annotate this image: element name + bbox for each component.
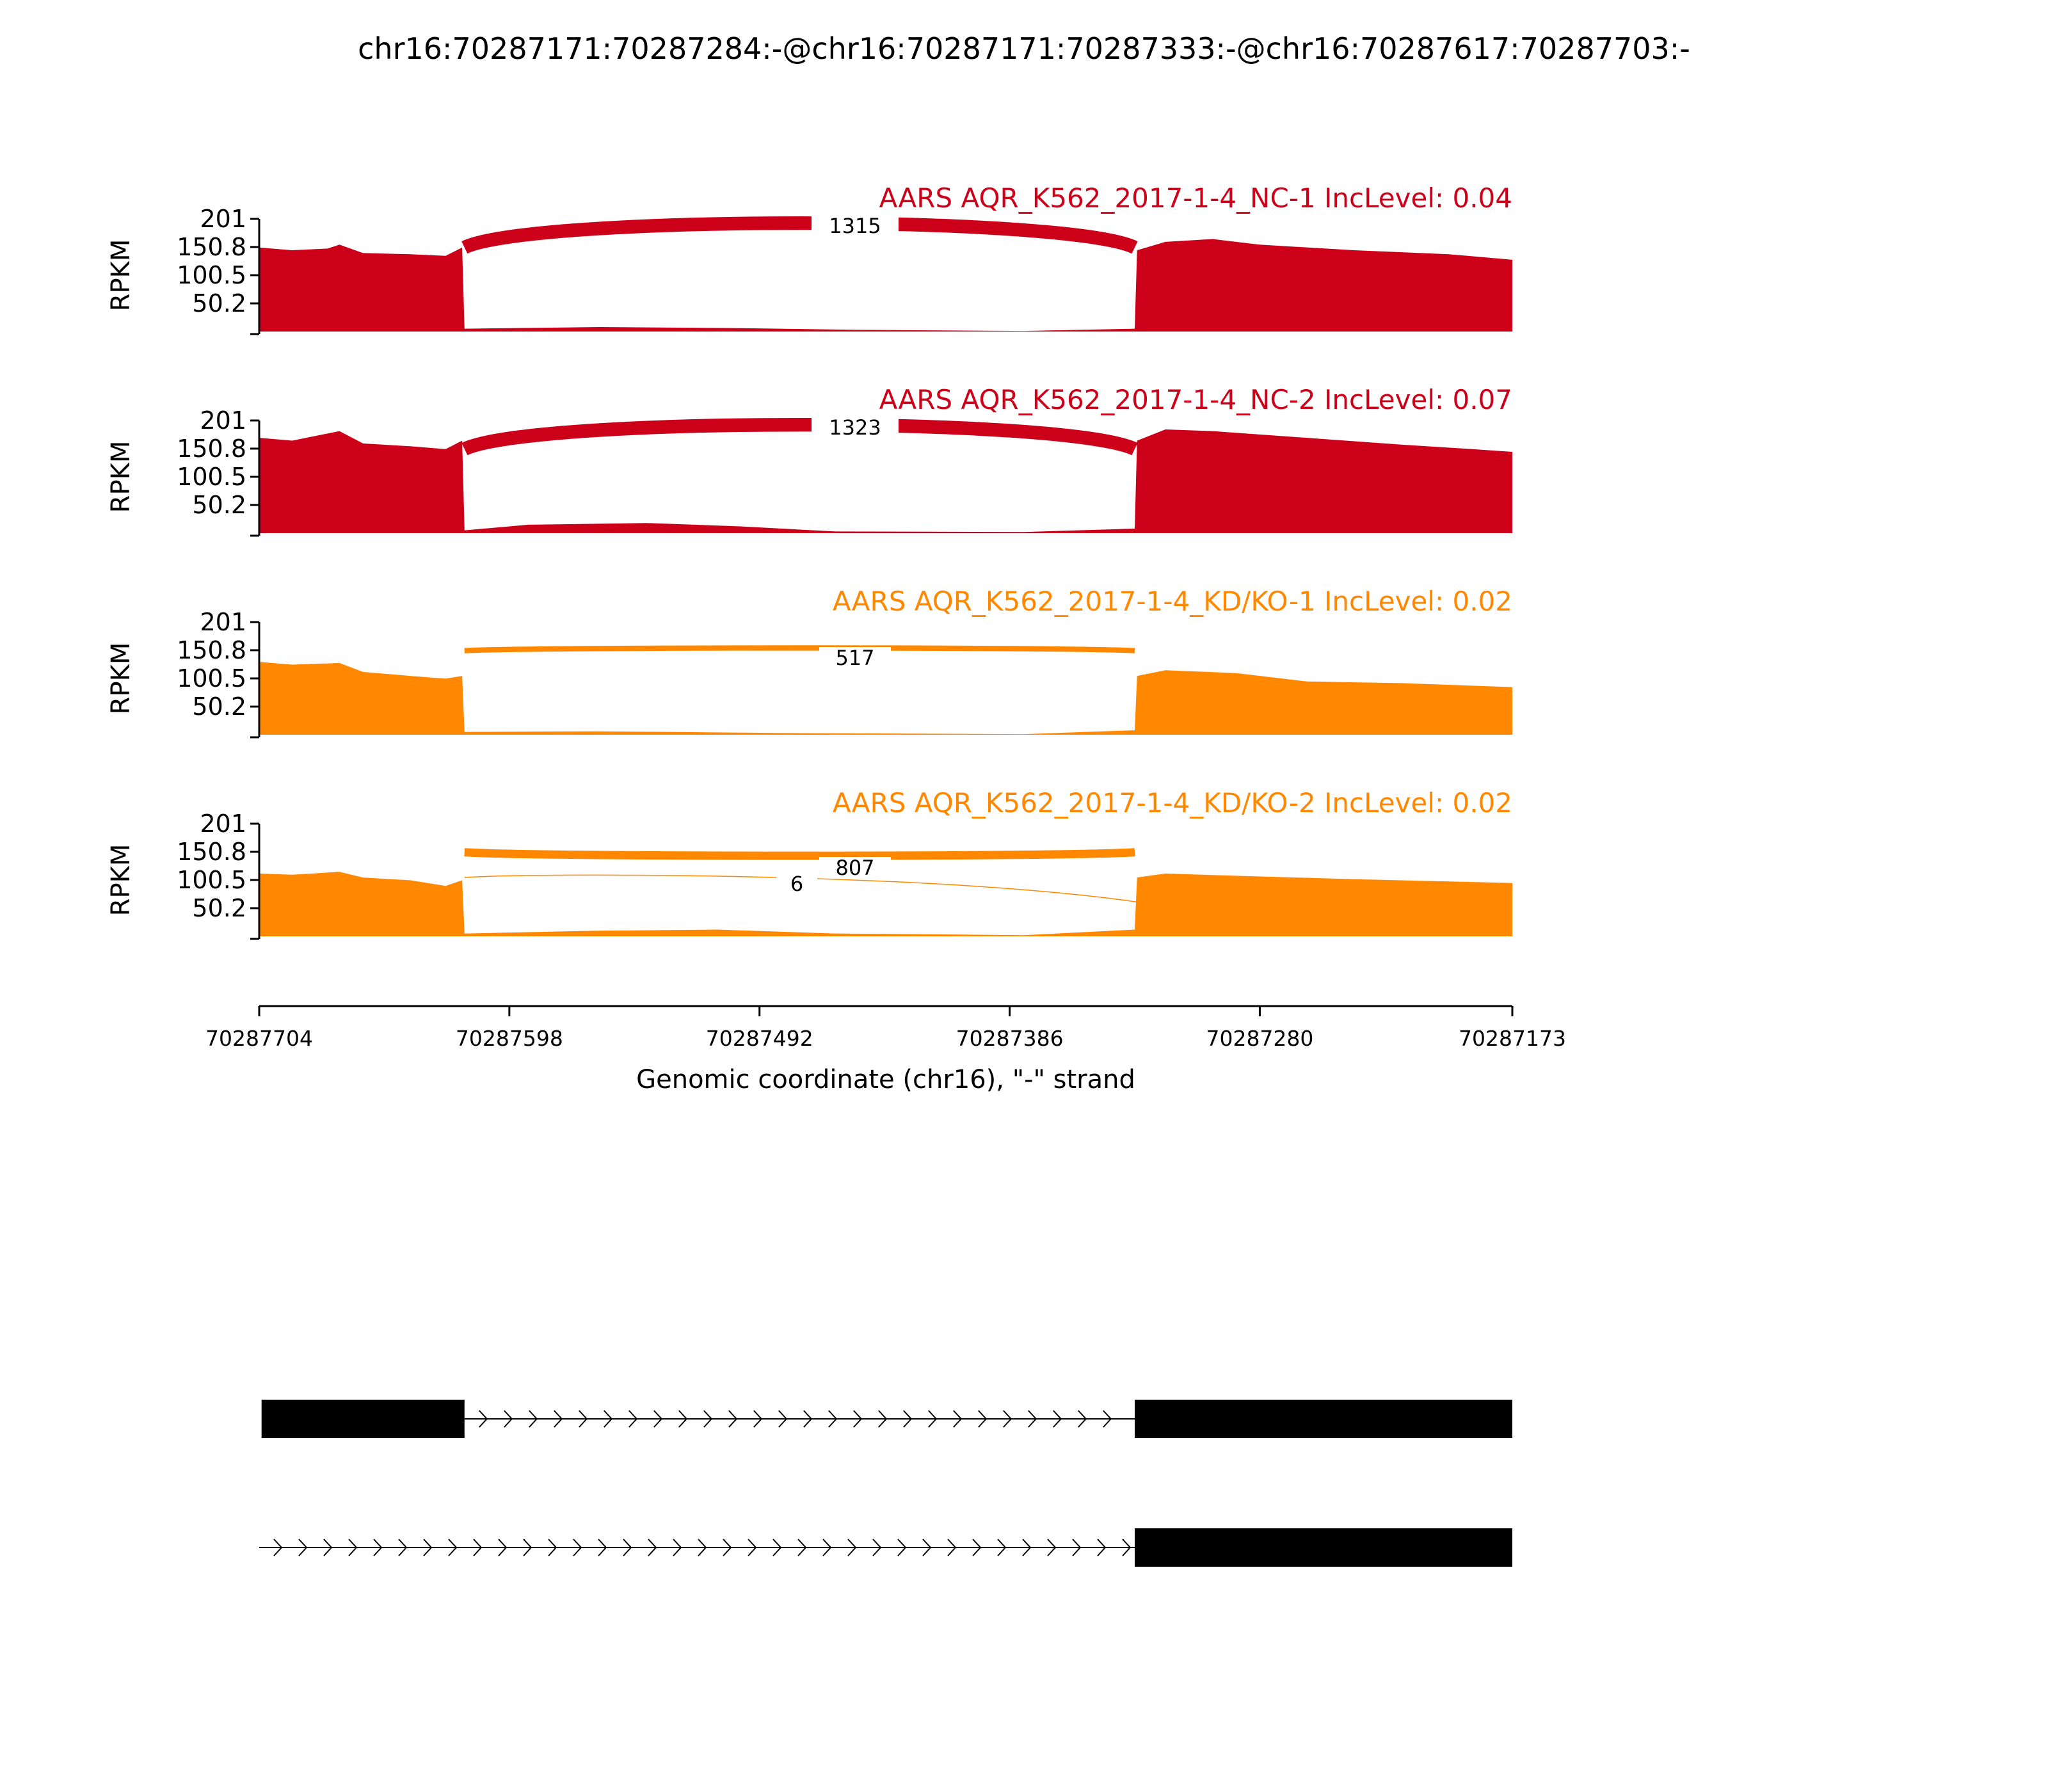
y-tick-label: 50.2 bbox=[192, 491, 246, 520]
coverage-area bbox=[259, 429, 1512, 533]
y-axis-label: RPKM bbox=[106, 239, 136, 312]
track-name: AARS AQR_K562_2017-1-4_KD/KO-1 IncLevel: 0.02 bbox=[832, 586, 1512, 617]
coverage-area bbox=[259, 239, 1512, 332]
y-tick-label: 50.2 bbox=[192, 289, 246, 318]
y-axis-label: RPKM bbox=[106, 440, 136, 513]
y-tick-label: 150.8 bbox=[177, 434, 246, 463]
junction-count-label: 1315 bbox=[829, 214, 881, 238]
y-axis-label: RPKM bbox=[106, 642, 136, 715]
exon-block bbox=[262, 1400, 465, 1438]
junction-count-label: 6 bbox=[790, 872, 804, 896]
track-1 bbox=[106, 182, 1512, 334]
junction-arc bbox=[465, 648, 1135, 650]
y-tick-label: 50.2 bbox=[192, 894, 246, 923]
junction-arc bbox=[465, 425, 1135, 449]
y-tick-label: 201 bbox=[200, 406, 246, 435]
junction-count-label: 1323 bbox=[829, 415, 881, 440]
y-tick-label: 201 bbox=[200, 608, 246, 636]
junction-count-label: 807 bbox=[835, 856, 875, 880]
x-tick-label: 70287386 bbox=[956, 1026, 1064, 1051]
junction-arc bbox=[465, 852, 1135, 856]
y-tick-label: 100.5 bbox=[177, 664, 246, 692]
y-tick-label: 150.8 bbox=[177, 232, 246, 261]
track-4 bbox=[106, 787, 1512, 939]
figure-title: chr16:70287171:70287284:-@chr16:70287171:70287333:-@chr16:70287617:70287703:- bbox=[358, 31, 1690, 66]
track-3 bbox=[106, 586, 1512, 737]
x-tick-label: 70287280 bbox=[1206, 1026, 1314, 1051]
track-name: AARS AQR_K562_2017-1-4_KD/KO-2 IncLevel: 0.02 bbox=[832, 787, 1512, 819]
coverage-tracks bbox=[106, 182, 1512, 939]
track-name: AARS AQR_K562_2017-1-4_NC-1 IncLevel: 0.04 bbox=[879, 182, 1512, 214]
y-tick-label: 50.2 bbox=[192, 692, 246, 721]
exon-block bbox=[1135, 1528, 1512, 1567]
exon-block bbox=[1135, 1400, 1512, 1438]
track-2 bbox=[106, 384, 1512, 536]
y-tick-label: 201 bbox=[200, 810, 246, 838]
y-tick-label: 150.8 bbox=[177, 636, 246, 664]
y-axis-label: RPKM bbox=[106, 844, 136, 916]
track-name: AARS AQR_K562_2017-1-4_NC-2 IncLevel: 0.07 bbox=[879, 384, 1512, 415]
y-tick-label: 150.8 bbox=[177, 837, 246, 866]
x-tick-label: 70287173 bbox=[1459, 1026, 1566, 1051]
transcript-2 bbox=[259, 1528, 1512, 1567]
x-tick-label: 70287598 bbox=[455, 1026, 563, 1051]
y-tick-label: 100.5 bbox=[177, 463, 246, 491]
junction-arc bbox=[465, 223, 1135, 248]
x-axis-label: Genomic coordinate (chr16), "-" strand bbox=[636, 1065, 1135, 1094]
transcript-1 bbox=[262, 1400, 1512, 1438]
x-tick-label: 70287704 bbox=[205, 1026, 313, 1051]
y-tick-label: 100.5 bbox=[177, 261, 246, 289]
junction-count-label: 517 bbox=[835, 646, 875, 670]
coverage-area bbox=[259, 662, 1512, 735]
y-tick-label: 100.5 bbox=[177, 866, 246, 894]
x-axis bbox=[205, 1006, 1566, 1051]
transcript-models bbox=[259, 1400, 1512, 1567]
junction-arc bbox=[465, 875, 1251, 933]
x-tick-label: 70287492 bbox=[705, 1026, 813, 1051]
y-tick-label: 201 bbox=[200, 205, 246, 233]
